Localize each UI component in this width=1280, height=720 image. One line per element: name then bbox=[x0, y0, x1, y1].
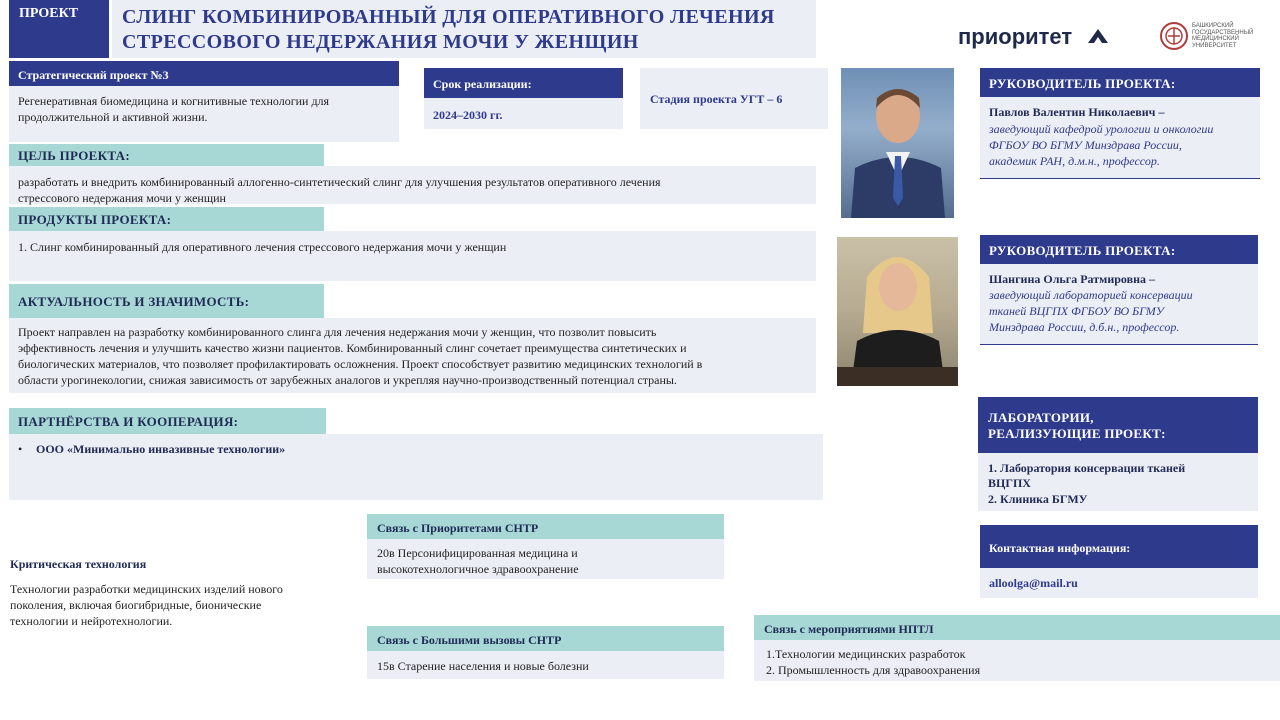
prioritet-logo-text: приоритет bbox=[958, 24, 1073, 49]
events-header bbox=[754, 615, 1280, 640]
relevance-header bbox=[9, 284, 324, 318]
relevance-body bbox=[9, 318, 816, 393]
leader1-body bbox=[980, 97, 1260, 179]
partners-body bbox=[9, 434, 823, 500]
products-body bbox=[9, 231, 816, 281]
priorities-line-1: 20в Персонифицированная медицина и bbox=[377, 546, 578, 560]
goal-label: ЦЕЛЬ ПРОЕКТА: bbox=[18, 148, 130, 163]
leader2-label: РУКОВОДИТЕЛЬ ПРОЕКТА: bbox=[989, 243, 1176, 258]
leader2-photo bbox=[837, 237, 958, 386]
critical-label: Критическая технология bbox=[10, 557, 147, 571]
events-body bbox=[754, 640, 1280, 681]
leader1-name: Павлов Валентин Николаевич – bbox=[989, 105, 1165, 119]
challenges-text: 15в Старение населения и новые болезни bbox=[377, 659, 589, 673]
priorities-body bbox=[367, 539, 724, 579]
bgmu-logo bbox=[1160, 22, 1270, 52]
relevance-label: АКТУАЛЬНОСТЬ И ЗНАЧИМОСТЬ: bbox=[18, 294, 250, 309]
labs-header bbox=[978, 397, 1258, 453]
relevance-line-4: области урогинекологии, снижая зависимость от зарубежных аналогов и укрепляя научно-производственный потенциал страны. bbox=[18, 373, 677, 387]
bgmu-text-4: УНИВЕРСИТЕТ bbox=[1192, 42, 1237, 49]
stage-text: Стадия проекта УГТ – 6 bbox=[650, 92, 783, 106]
events-line-2: 2. Промышленность для здравоохранения bbox=[766, 663, 981, 677]
portrait-woman-icon bbox=[837, 237, 958, 386]
leader1-line-3: академик РАН, д.м.н., профессор. bbox=[989, 154, 1160, 168]
leader1-photo bbox=[841, 68, 954, 218]
products-text: 1. Слинг комбинированный для оперативного лечения стрессового недержания мочи у женщин bbox=[18, 240, 507, 254]
leader2-body bbox=[980, 264, 1258, 345]
project-badge-label: ПРОЕКТ bbox=[19, 6, 79, 21]
project-badge bbox=[9, 0, 109, 58]
title-line-1: СЛИНГ КОМБИНИРОВАННЫЙ ДЛЯ ОПЕРАТИВНОГО ЛЕЧЕНИЯ bbox=[122, 6, 775, 28]
labs-item-1-line-2: ВЦГПХ bbox=[988, 476, 1031, 490]
relevance-line-2: эффективность лечения и улучшить качество жизни пациентов. Комбинированный слинг сочетает преимущества синтетических и bbox=[18, 341, 687, 355]
bgmu-text-2: ГОСУДАРСТВЕННЫЙ bbox=[1192, 29, 1254, 36]
portrait-man-icon bbox=[841, 68, 954, 218]
leader1-header bbox=[980, 68, 1260, 97]
bgmu-emblem-icon bbox=[1160, 22, 1188, 50]
products-label: ПРОДУКТЫ ПРОЕКТА: bbox=[18, 212, 172, 227]
leader2-line-3: Минздрава России, д.б.н., профессор. bbox=[989, 320, 1180, 334]
relevance-line-1: Проект направлен на разработку комбинированного слинга для лечения недержания мочи у женщин, что позволит повысить bbox=[18, 325, 657, 339]
timeline-value: 2024–2030 гг. bbox=[433, 108, 503, 122]
strategic-project-body bbox=[9, 86, 399, 142]
critical-line-2: поколения, включая биогибридные, бионические bbox=[10, 598, 262, 612]
strategic-project-label: Стратегический проект №3 bbox=[18, 68, 169, 82]
goal-header bbox=[9, 144, 324, 166]
strategic-project-text: Регенеративная биомедицина и когнитивные технологии для продолжительной и активной жизни. bbox=[18, 94, 330, 124]
prioritet-arrow-icon bbox=[1088, 29, 1108, 45]
goal-body bbox=[9, 166, 816, 204]
challenges-body bbox=[367, 651, 724, 679]
partners-label: ПАРТНЁРСТВА И КООПЕРАЦИЯ: bbox=[18, 414, 239, 429]
title-line-2: СТРЕССОВОГО НЕДЕРЖАНИЯ МОЧИ У ЖЕНЩИН bbox=[122, 31, 639, 53]
challenges-header bbox=[367, 626, 724, 651]
priorities-label: Связь с Приоритетами СНТР bbox=[377, 521, 539, 535]
critical-line-1: Технологии разработки медицинских изделий нового bbox=[10, 582, 283, 596]
contact-email[interactable]: alloolga@mail.ru bbox=[989, 576, 1078, 590]
goal-text-line-1: разработать и внедрить комбинированный аллогенно-синтетический слинг для улучшения результатов оперативного лечения bbox=[18, 175, 661, 189]
events-line-1: 1.Технологии медицинских разработок bbox=[766, 647, 966, 661]
stage-box bbox=[640, 68, 828, 129]
labs-item-1-line-1: 1. Лаборатория консервации тканей bbox=[988, 461, 1186, 475]
timeline-body bbox=[424, 98, 623, 129]
strategic-project-header bbox=[9, 61, 399, 86]
contact-header bbox=[980, 525, 1258, 568]
partners-item: ООО «Минимально инвазивные технологии» bbox=[36, 442, 286, 456]
products-header bbox=[9, 207, 324, 231]
contact-label: Контактная информация: bbox=[989, 541, 1131, 555]
critical-line-3: технологии и нейротехнологии. bbox=[10, 614, 173, 628]
labs-item-2: 2. Клиника БГМУ bbox=[988, 492, 1088, 506]
contact-body bbox=[980, 568, 1258, 598]
leader2-line-1: заведующий лабораторией консервации bbox=[989, 288, 1193, 302]
goal-text-line-2: стрессового недержания мочи у женщин bbox=[18, 191, 226, 205]
partners-bullet: • bbox=[18, 442, 23, 456]
leader2-name: Шангина Ольга Ратмировна – bbox=[989, 272, 1156, 286]
labs-label-line-2: РЕАЛИЗУЮЩИЕ ПРОЕКТ: bbox=[988, 426, 1166, 441]
bgmu-text-3: МЕДИЦИНСКИЙ bbox=[1192, 36, 1239, 42]
priorities-header bbox=[367, 514, 724, 539]
events-label: Связь с мероприятиями НПТЛ bbox=[764, 622, 934, 636]
timeline-label: Срок реализации: bbox=[433, 77, 532, 91]
prioritet-logo bbox=[958, 24, 1072, 50]
partners-header bbox=[9, 408, 326, 434]
challenges-label: Связь с Большими вызовы СНТР bbox=[377, 633, 562, 647]
leader1-line-1: заведующий кафедрой урологии и онкологии bbox=[989, 122, 1214, 136]
leader1-line-2: ФГБОУ ВО БГМУ Минздрава России, bbox=[989, 138, 1182, 152]
labs-body bbox=[978, 453, 1258, 511]
page-title bbox=[112, 0, 816, 58]
leader2-line-2: тканей ВЦГПХ ФГБОУ ВО БГМУ bbox=[989, 304, 1164, 318]
leader1-label: РУКОВОДИТЕЛЬ ПРОЕКТА: bbox=[989, 76, 1176, 91]
labs-label-line-1: ЛАБОРАТОРИИ, bbox=[988, 410, 1094, 425]
bgmu-text-1: БАШКИРСКИЙ bbox=[1192, 23, 1234, 29]
priorities-line-2: высокотехнологичное здравоохранение bbox=[377, 562, 579, 576]
leader2-header bbox=[980, 235, 1258, 264]
timeline-header bbox=[424, 68, 623, 98]
relevance-line-3: биологических материалов, что позволяет профилактировать осложнения. Проект способствует развитию медицинских технологий в bbox=[18, 357, 703, 371]
